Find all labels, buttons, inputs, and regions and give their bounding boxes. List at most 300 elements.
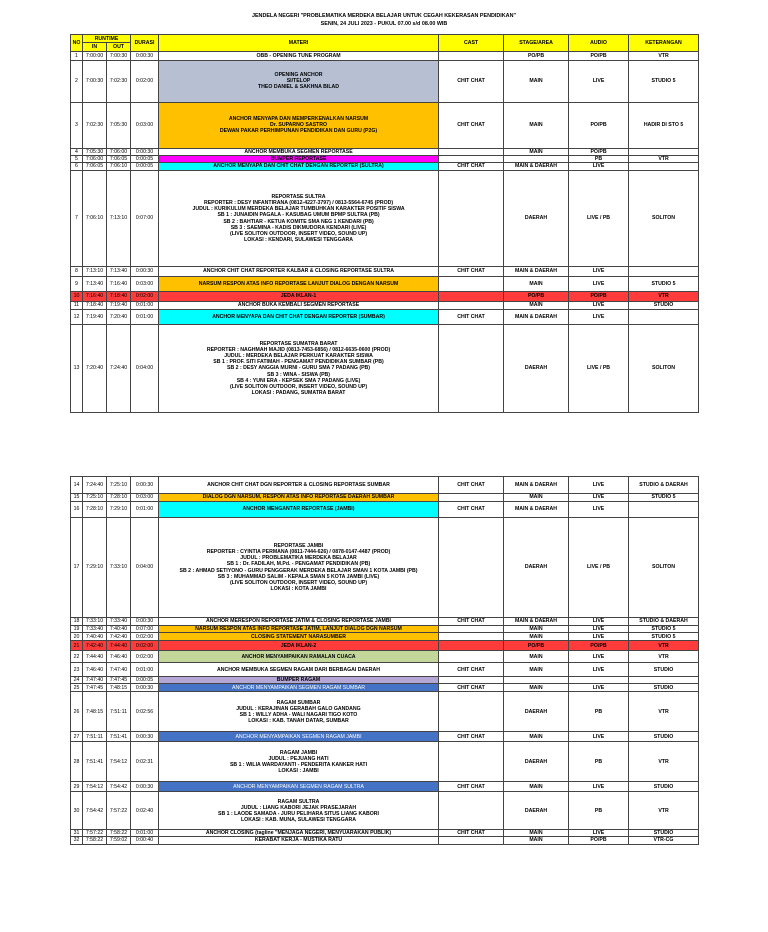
table-row — [71, 677, 699, 684]
audio: PO/PB — [569, 641, 629, 651]
cast — [439, 171, 504, 267]
time-in: 7:16:40 — [83, 292, 107, 302]
time-out: 7:06:10 — [107, 163, 131, 171]
time-in: 7:28:10 — [83, 502, 107, 518]
time-out: 7:54:12 — [107, 742, 131, 782]
keterangan: VTR — [629, 651, 699, 663]
audio: LIVE — [569, 267, 629, 277]
duration: 0:00:30 — [131, 618, 159, 626]
time-in: 7:51:41 — [83, 742, 107, 782]
row-number: 16 — [71, 502, 83, 518]
row-number: 12 — [71, 310, 83, 325]
row-number: 15 — [71, 494, 83, 502]
materi: ANCHOR MENYAPA DAN MEMPERKENALKAN NARSUM Dr. SUPARNO SASTRO DEWAN PAKAR PERHIMPUNAN PENDIDIKAN DAN GURU (P2G) — [159, 102, 439, 148]
document-date: SENIN, 24 JULI 2023 - PUKUL 07.00 s/d 08.00 WIB — [320, 21, 448, 27]
time-in: 7:29:10 — [83, 518, 107, 618]
stage-area: DAERAH — [504, 742, 569, 782]
time-in: 7:18:40 — [83, 302, 107, 310]
cast: CHIT CHAT — [439, 618, 504, 626]
table-row — [71, 494, 699, 502]
row-number: 4 — [71, 148, 83, 155]
keterangan: VTR — [629, 292, 699, 302]
audio: LIVE / PB — [569, 325, 629, 413]
cast: CHIT CHAT — [439, 310, 504, 325]
audio: LIVE / PB — [569, 171, 629, 267]
table-row — [71, 518, 699, 618]
cast: CHIT CHAT — [439, 60, 504, 102]
duration: 0:04:00 — [131, 325, 159, 413]
table-row — [71, 155, 699, 162]
materi: REPORTASE SUMATRA BARAT REPORTER : NAGHMAH MAJID (0813-7453-6856) / 0812-6635-0600 (PROD) JUDUL : MERDEKA BELAJAR PERKUAT KARAKTER SISWA SB 1 : PROF. SITI FATIMAH - PENGAMAT PENDIDIKAN SUMBAR (PB) SB 2 : DESY ANGGIA MURNI - GURU SMA 7 PADANG (PB) SB 3 : WINA - SISWA (PB) SB 4 : YUNI ERA - KEPSEK SMA 7 PADANG (LIVE) (LIVE SOLITON OUTDOOR, INSERT VIDEO, SOUND UP) LOKASI : PADANG, SUMATRA BARAT — [159, 325, 439, 413]
time-out: 7:13:40 — [107, 267, 131, 277]
cast: CHIT CHAT — [439, 732, 504, 742]
cast: CHIT CHAT — [439, 830, 504, 837]
audio: LIVE — [569, 494, 629, 502]
keterangan: STUDIO 5 — [629, 626, 699, 633]
duration: 0:01:00 — [131, 302, 159, 310]
time-out: 7:02:30 — [107, 60, 131, 102]
audio: PO/PB — [569, 148, 629, 155]
cast: CHIT CHAT — [439, 502, 504, 518]
keterangan: STUDIO & DAERAH — [629, 618, 699, 626]
time-in: 7:20:40 — [83, 325, 107, 413]
duration: 0:00:30 — [131, 684, 159, 692]
cast — [439, 837, 504, 844]
stage-area: MAIN — [504, 60, 569, 102]
stage-area: MAIN — [504, 102, 569, 148]
time-out: 7:18:40 — [107, 292, 131, 302]
materi: RAGAM SUMBAR JUDUL : KERAJINAN GERABAH GALO GANDANG SB 1 : WILLY ADHA - WALI NAGARI TIGO KOTO LOKASI : KAB. TANAH DATAR, SUMBAR — [159, 692, 439, 732]
keterangan: STUDIO — [629, 830, 699, 837]
time-out: 7:54:42 — [107, 782, 131, 792]
cast — [439, 692, 504, 732]
row-number: 28 — [71, 742, 83, 782]
duration: 0:00:30 — [131, 782, 159, 792]
row-number: 14 — [71, 477, 83, 494]
keterangan: STUDIO 5 — [629, 277, 699, 292]
time-out: 7:25:10 — [107, 477, 131, 494]
time-in: 7:44:40 — [83, 651, 107, 663]
duration: 0:02:40 — [131, 792, 159, 830]
duration: 0:01:00 — [131, 830, 159, 837]
time-out: 7:16:40 — [107, 277, 131, 292]
cast — [439, 792, 504, 830]
time-in: 7:58:22 — [83, 837, 107, 844]
duration: 0:02:00 — [131, 651, 159, 663]
materi: ANCHOR MENYAMPAIKAN SEGMEN RAGAM JAMBI — [159, 732, 439, 742]
keterangan: VTR — [629, 51, 699, 60]
audio: PO/PB — [569, 102, 629, 148]
keterangan: STUDIO 5 — [629, 60, 699, 102]
keterangan: STUDIO — [629, 782, 699, 792]
row-number: 18 — [71, 618, 83, 626]
keterangan — [629, 310, 699, 325]
stage-area: MAIN & DAERAH — [504, 502, 569, 518]
duration: 0:02:00 — [131, 292, 159, 302]
row-number: 3 — [71, 102, 83, 148]
col-runtime: RUNTIME — [83, 35, 131, 43]
audio: LIVE — [569, 618, 629, 626]
col-stage: STAGE/AREA — [504, 35, 569, 52]
time-out: 7:06:00 — [107, 148, 131, 155]
duration: 0:00:30 — [131, 477, 159, 494]
materi: JEDA IKLAN-1 — [159, 292, 439, 302]
materi: DIALOG DGN NARSUM, RESPON ATAS INFO REPORTASE DAERAH SUMBAR — [159, 494, 439, 502]
table-row — [71, 51, 699, 60]
row-number: 17 — [71, 518, 83, 618]
keterangan — [629, 163, 699, 171]
cast: CHIT CHAT — [439, 782, 504, 792]
row-number: 13 — [71, 325, 83, 413]
materi: ANCHOR MEMBUKA SEGMEN RAGAM DARI BERBAGAI DAERAH — [159, 663, 439, 677]
cast: CHIT CHAT — [439, 163, 504, 171]
keterangan: STUDIO 5 — [629, 494, 699, 502]
stage-area: MAIN — [504, 302, 569, 310]
table-row — [71, 302, 699, 310]
row-number: 1 — [71, 51, 83, 60]
stage-area: MAIN — [504, 830, 569, 837]
time-in: 7:02:30 — [83, 102, 107, 148]
materi: ANCHOR CHIT CHAT DGN REPORTER & CLOSING REPORTASE SUMBAR — [159, 477, 439, 494]
cast: CHIT CHAT — [439, 267, 504, 277]
table-row — [71, 60, 699, 102]
duration: 0:02:31 — [131, 742, 159, 782]
time-in: 7:06:10 — [83, 171, 107, 267]
stage-area: MAIN — [504, 494, 569, 502]
table-row — [71, 633, 699, 641]
stage-area: MAIN — [504, 626, 569, 633]
materi: BUMPER REPORTASE — [159, 155, 439, 162]
audio: LIVE — [569, 502, 629, 518]
col-out: OUT — [107, 43, 131, 51]
time-out: 7:28:10 — [107, 494, 131, 502]
cast — [439, 641, 504, 651]
table-row — [71, 684, 699, 692]
col-keterangan: KETERANGAN — [629, 35, 699, 52]
row-number: 30 — [71, 792, 83, 830]
duration: 0:03:00 — [131, 277, 159, 292]
audio: LIVE — [569, 684, 629, 692]
time-in: 7:33:40 — [83, 626, 107, 633]
row-number: 6 — [71, 163, 83, 171]
time-in: 7:42:40 — [83, 641, 107, 651]
stage-area: MAIN — [504, 684, 569, 692]
audio: LIVE — [569, 60, 629, 102]
keterangan: STUDIO — [629, 302, 699, 310]
stage-area: DAERAH — [504, 792, 569, 830]
time-out: 7:40:40 — [107, 626, 131, 633]
row-number: 2 — [71, 60, 83, 102]
duration: 0:07:00 — [131, 626, 159, 633]
cast — [439, 302, 504, 310]
table-row — [71, 310, 699, 325]
col-no: NO — [71, 35, 83, 52]
table-row — [71, 292, 699, 302]
cast — [439, 742, 504, 782]
duration: 0:00:05 — [131, 155, 159, 162]
materi: ANCHOR MENYAMPAIKAN SEGMEN RAGAM SULTRA — [159, 782, 439, 792]
materi: ANCHOR CLOSING (tagline "MENJAGA NEGERI, MENYUARAKAN PUBLIK) — [159, 830, 439, 837]
cast — [439, 626, 504, 633]
table-row — [71, 277, 699, 292]
audio: PO/PB — [569, 292, 629, 302]
stage-area: DAERAH — [504, 518, 569, 618]
row-number: 21 — [71, 641, 83, 651]
time-out: 7:33:10 — [107, 518, 131, 618]
time-in: 7:48:15 — [83, 692, 107, 732]
materi: ANCHOR CHIT CHAT REPORTER KALBAR & CLOSING REPORTASE SULTRA — [159, 267, 439, 277]
cast — [439, 155, 504, 162]
keterangan: VTR — [629, 155, 699, 162]
table-row — [71, 792, 699, 830]
materi: JEDA IKLAN-2 — [159, 641, 439, 651]
table-row — [71, 692, 699, 732]
stage-area: MAIN — [504, 277, 569, 292]
materi: ANCHOR BUKA KEMBALI SEGMEN REPORTASE — [159, 302, 439, 310]
materi: CLOSING STATEMENT NARASUMBER — [159, 633, 439, 641]
audio — [569, 677, 629, 684]
row-number: 23 — [71, 663, 83, 677]
col-cast: CAST — [439, 35, 504, 52]
row-number: 8 — [71, 267, 83, 277]
time-in: 7:33:10 — [83, 618, 107, 626]
table-row — [71, 477, 699, 494]
row-number: 7 — [71, 171, 83, 267]
duration: 0:02:56 — [131, 692, 159, 732]
stage-area: MAIN — [504, 782, 569, 792]
audio: LIVE — [569, 663, 629, 677]
time-in: 7:06:05 — [83, 163, 107, 171]
audio: PB — [569, 742, 629, 782]
materi: BUMPER RAGAM — [159, 677, 439, 684]
table-row — [71, 663, 699, 677]
row-number: 25 — [71, 684, 83, 692]
stage-area: MAIN — [504, 837, 569, 844]
stage-area: DAERAH — [504, 692, 569, 732]
duration: 0:00:05 — [131, 163, 159, 171]
materi: NARSUM RESPON ATAS INFO REPORTASE JATIM, LANJUT DIALOG DGN NARSUM — [159, 626, 439, 633]
time-in: 7:57:22 — [83, 830, 107, 837]
duration: 0:02:00 — [131, 60, 159, 102]
time-out: 7:59:02 — [107, 837, 131, 844]
keterangan: STUDIO — [629, 663, 699, 677]
audio: LIVE — [569, 302, 629, 310]
cast — [439, 677, 504, 684]
keterangan: VTR — [629, 641, 699, 651]
materi: ANCHOR MENYAPA DAN CHIT CHAT DENGAN REPORTER (SUMBAR) — [159, 310, 439, 325]
keterangan: SOLITON — [629, 171, 699, 267]
keterangan: VTR-CG — [629, 837, 699, 844]
cast — [439, 148, 504, 155]
time-in: 7:51:11 — [83, 732, 107, 742]
stage-area — [504, 155, 569, 162]
audio: LIVE — [569, 277, 629, 292]
duration: 0:00:30 — [131, 267, 159, 277]
table-row — [71, 837, 699, 844]
duration: 0:04:00 — [131, 518, 159, 618]
row-number: 24 — [71, 677, 83, 684]
time-out: 7:06:05 — [107, 155, 131, 162]
audio: LIVE — [569, 782, 629, 792]
time-out: 7:48:15 — [107, 684, 131, 692]
cast — [439, 292, 504, 302]
stage-area: MAIN & DAERAH — [504, 310, 569, 325]
table-row — [71, 618, 699, 626]
cast — [439, 277, 504, 292]
table-row — [71, 732, 699, 742]
audio: LIVE — [569, 310, 629, 325]
time-in: 7:54:42 — [83, 792, 107, 830]
stage-area: PO/PB — [504, 51, 569, 60]
time-out: 7:47:45 — [107, 677, 131, 684]
cast — [439, 494, 504, 502]
materi: OPENING ANCHOR SI/TELOP THEO DANIEL & SAKHNA BILAD — [159, 60, 439, 102]
materi: RAGAM JAMBI JUDUL : PEJUANG HATI SB 1 : WILIA WARDAYANTI - PENDERITA KANKER HATI LOKASI : JAMBI — [159, 742, 439, 782]
time-out: 7:51:11 — [107, 692, 131, 732]
time-out: 7:58:22 — [107, 830, 131, 837]
table-row — [71, 502, 699, 518]
time-out: 7:19:40 — [107, 302, 131, 310]
cast — [439, 51, 504, 60]
audio: PB — [569, 692, 629, 732]
time-in: 7:13:40 — [83, 277, 107, 292]
time-in: 7:40:40 — [83, 633, 107, 641]
audio: LIVE — [569, 830, 629, 837]
materi: OBB - OPENING TUNE PROGRAM — [159, 51, 439, 60]
audio: LIVE / PB — [569, 518, 629, 618]
duration: 0:00:05 — [131, 677, 159, 684]
materi: KERABAT KERJA - MUSTIKA RATU — [159, 837, 439, 844]
keterangan: VTR — [629, 792, 699, 830]
row-number: 27 — [71, 732, 83, 742]
time-out: 7:42:40 — [107, 633, 131, 641]
stage-area: DAERAH — [504, 171, 569, 267]
materi: REPORTASE SULTRA REPORTER : DESY INFANTIRANA (0812-4227-3797) / 0813-5564-6745 (PROD) JUDUL : KURIKULUM MERDEKA BELAJAR TUMBUHKAN KARAKTER POSITIF SISWA SB 1 : JUNAIDIN PAGALA - KASUBAG UMUM BPMP SULTRA (PB) SB 2 : BAHTIAR - KETUA KOMITE SMA NEG 1 KENDARI (PB) SB 3 : SAEMINA - KADIS DIKMUDORA KENDARI (LIVE) (LIVE SOLITON OUTDOOR, INSERT VIDEO, SOUND UP) LOKASI : KENDARI, SULAWESI TENGGARA — [159, 171, 439, 267]
row-number: 11 — [71, 302, 83, 310]
duration: 0:07:00 — [131, 171, 159, 267]
col-in: IN — [83, 43, 107, 51]
row-number: 9 — [71, 277, 83, 292]
row-number: 20 — [71, 633, 83, 641]
stage-area: MAIN & DAERAH — [504, 163, 569, 171]
time-out: 7:33:40 — [107, 618, 131, 626]
table-row — [71, 651, 699, 663]
stage-area: MAIN & DAERAH — [504, 618, 569, 626]
time-in: 7:19:40 — [83, 310, 107, 325]
materi: ANCHOR MERESPON REPORTASE JATIM & CLOSING REPORTASE JAMBI — [159, 618, 439, 626]
time-out: 7:13:10 — [107, 171, 131, 267]
time-in: 7:47:45 — [83, 684, 107, 692]
cast — [439, 325, 504, 413]
keterangan: SOLITON — [629, 518, 699, 618]
table-row — [71, 267, 699, 277]
stage-area: MAIN — [504, 663, 569, 677]
rundown-table-page-2 — [70, 476, 699, 845]
audio: PB — [569, 792, 629, 830]
document-title: JENDELA NEGERI "PROBLEMATIKA MERDEKA BELAJAR UNTUK CEGAH KEKERASAN PENDIDIKAN" — [251, 13, 517, 19]
materi: ANCHOR MENGANTAR REPORTASE (JAMBI) — [159, 502, 439, 518]
duration: 0:01:00 — [131, 310, 159, 325]
row-number: 19 — [71, 626, 83, 633]
time-in: 7:24:40 — [83, 477, 107, 494]
table-row — [71, 782, 699, 792]
col-durasi: DURASI — [131, 35, 159, 52]
time-in: 7:00:30 — [83, 60, 107, 102]
time-in: 7:25:10 — [83, 494, 107, 502]
row-number: 5 — [71, 155, 83, 162]
row-number: 26 — [71, 692, 83, 732]
cast — [439, 651, 504, 663]
cast: CHIT CHAT — [439, 684, 504, 692]
time-out: 7:05:30 — [107, 102, 131, 148]
materi: NARSUM RESPON ATAS INFO REPORTASE LANJUT DIALOG DENGAN NARSUM — [159, 277, 439, 292]
keterangan — [629, 148, 699, 155]
audio: LIVE — [569, 732, 629, 742]
duration: 0:01:00 — [131, 663, 159, 677]
audio: PO/PB — [569, 51, 629, 60]
materi: ANCHOR MENYAMPAIKAN SEGMEN RAGAM SUMBAR — [159, 684, 439, 692]
row-number: 22 — [71, 651, 83, 663]
audio: LIVE — [569, 163, 629, 171]
duration: 0:03:00 — [131, 102, 159, 148]
duration: 0:00:30 — [131, 148, 159, 155]
keterangan: VTR — [629, 692, 699, 732]
time-out: 7:57:22 — [107, 792, 131, 830]
table-row — [71, 830, 699, 837]
duration: 0:03:00 — [131, 494, 159, 502]
duration: 0:02:00 — [131, 641, 159, 651]
stage-area: MAIN & DAERAH — [504, 267, 569, 277]
keterangan: SOLITON — [629, 325, 699, 413]
keterangan: VTR — [629, 742, 699, 782]
audio: PB — [569, 155, 629, 162]
time-out: 7:44:40 — [107, 641, 131, 651]
duration: 0:00:40 — [131, 837, 159, 844]
keterangan: STUDIO & DAERAH — [629, 477, 699, 494]
stage-area: MAIN — [504, 148, 569, 155]
time-in: 7:46:40 — [83, 663, 107, 677]
table-row — [71, 148, 699, 155]
materi: RAGAM SULTRA JUDUL : LIANG KABORI JEJAK PRASEJARAH SB 1 : LAODE SAMADA - JURU PELIHARA SITUS LIANG KABORI LOKASI : KAB. MUNA, SULAWESI TENGGARA — [159, 792, 439, 830]
keterangan: STUDIO 5 — [629, 633, 699, 641]
time-out: 7:24:40 — [107, 325, 131, 413]
rundown-table-page-1 — [70, 34, 699, 413]
table-row — [71, 742, 699, 782]
col-materi: MATERI — [159, 35, 439, 52]
keterangan: STUDIO — [629, 732, 699, 742]
duration: 0:02:00 — [131, 633, 159, 641]
stage-area: MAIN & DAERAH — [504, 477, 569, 494]
time-in: 7:54:12 — [83, 782, 107, 792]
time-out: 7:46:40 — [107, 651, 131, 663]
row-number: 32 — [71, 837, 83, 844]
cast: CHIT CHAT — [439, 477, 504, 494]
audio: LIVE — [569, 651, 629, 663]
table-row — [71, 626, 699, 633]
cast: CHIT CHAT — [439, 663, 504, 677]
time-in: 7:13:10 — [83, 267, 107, 277]
table-row — [71, 171, 699, 267]
time-out: 7:47:40 — [107, 663, 131, 677]
stage-area: PO/PB — [504, 641, 569, 651]
stage-area: DAERAH — [504, 325, 569, 413]
time-out: 7:00:30 — [107, 51, 131, 60]
duration: 0:01:00 — [131, 502, 159, 518]
keterangan: STUDIO — [629, 684, 699, 692]
keterangan — [629, 267, 699, 277]
table-row — [71, 641, 699, 651]
row-number: 10 — [71, 292, 83, 302]
